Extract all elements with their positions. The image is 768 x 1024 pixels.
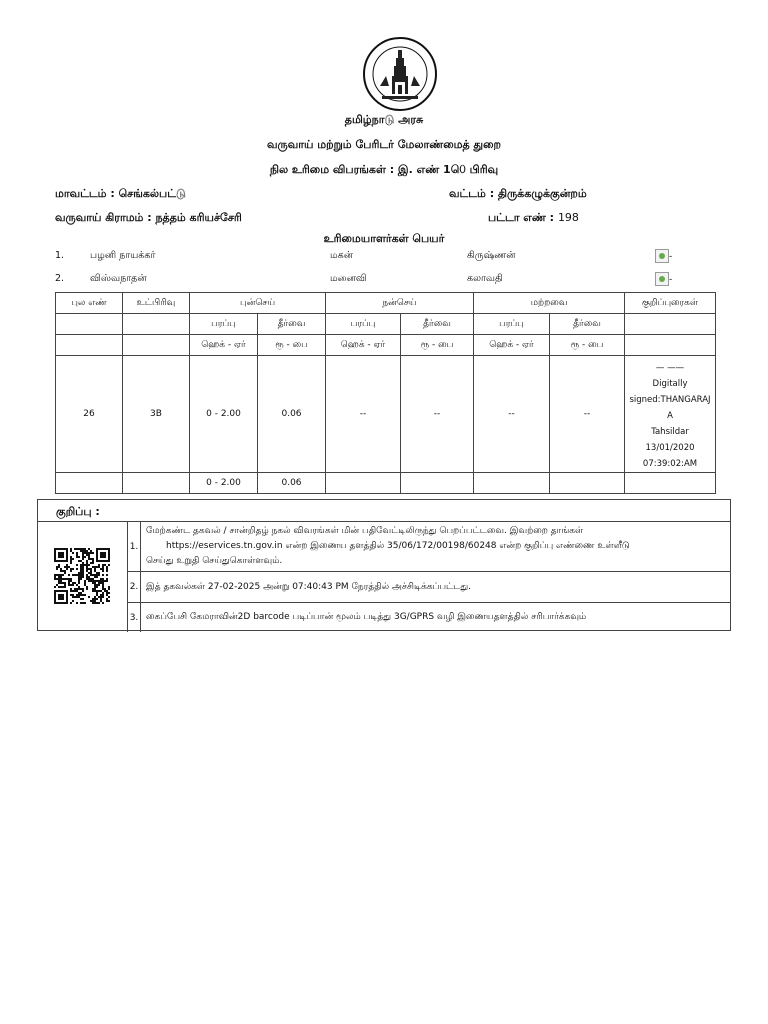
subheader-area: பரப்பு xyxy=(190,314,258,335)
unit-area: ஹெக் - ஏர் xyxy=(326,335,401,356)
taluk-field xyxy=(449,187,587,202)
signature-mark: — —— xyxy=(655,363,685,373)
other-area-cell: -- xyxy=(474,356,550,473)
document-title: நில உரிமை விபரங்கள் : இ. எண் 10ெ பிரிவு xyxy=(269,163,499,176)
village-label: வருவாய் கிராமம் : xyxy=(55,211,152,224)
total-dry-tax: 0.06 xyxy=(258,473,326,494)
owner-photo-alt: - xyxy=(669,251,673,262)
table-units-row xyxy=(56,335,716,356)
note-text: மேற்கண்ட தகவல் / சான்றிதழ் நகல் விவரங்கள் மின் பதிவேட்டிலிருந்து பெறப்பட்டவை. இவற்றை தாங்கள் xyxy=(146,526,584,536)
wet-tax-cell: -- xyxy=(401,356,474,473)
village-field xyxy=(55,211,242,226)
digital-signature-cell xyxy=(625,356,716,473)
patta-field xyxy=(488,211,579,226)
govt-title: தமிழ்நாடு அரசு xyxy=(344,113,424,126)
signature-date: 13/01/2020 xyxy=(645,443,695,453)
survey-number-cell: 26 xyxy=(56,356,123,473)
broken-image-icon xyxy=(655,272,669,286)
subheader-area: பரப்பு xyxy=(326,314,401,335)
owner-relative-name: கலாவதி xyxy=(467,273,503,284)
table-subheader-row xyxy=(56,314,716,335)
owner-relative-name: கிருஷ்ணன் xyxy=(467,250,516,261)
tamil-nadu-emblem xyxy=(362,36,438,112)
header-survey-number: புல எண் xyxy=(56,293,123,314)
note-item xyxy=(128,572,730,603)
unit-tax: ரூ - பை xyxy=(550,335,625,356)
note-number: 2. xyxy=(128,572,141,602)
other-tax-cell: -- xyxy=(550,356,625,473)
land-details-table xyxy=(55,292,716,494)
note-text: இத் தகவல்கள் 27-02-2025 அன்று 07:40:43 PM நேரத்தில் அச்சிடிக்கப்பட்டது. xyxy=(146,581,472,592)
owner-number: 1. xyxy=(55,250,65,261)
header-remarks: குறிப்புரைகள் xyxy=(625,293,716,314)
district-label: மாவட்டம் : xyxy=(55,187,115,200)
subdivision-cell: 3B xyxy=(123,356,190,473)
table-total-row xyxy=(56,473,716,494)
note-number: 1. xyxy=(128,522,141,571)
note-number: 3. xyxy=(128,603,141,632)
owner-photo xyxy=(655,249,672,263)
signature-line: Digitally xyxy=(652,379,688,389)
header-other-land: மற்றவை xyxy=(474,293,625,314)
note-text: கைப்பேசி கேமராவின்2D barcode படிப்பான் மூலம் படித்து 3G/GPRS வழி இணையதளத்தில் சரிபார்க்கவும் xyxy=(146,612,587,622)
unit-area: ஹெக் - ஏர் xyxy=(190,335,258,356)
header-subdivision: உட்பிரிவு xyxy=(123,293,190,314)
owner-photo xyxy=(655,272,672,286)
wet-area-cell: -- xyxy=(326,356,401,473)
note-item xyxy=(128,603,730,632)
unit-tax: ரூ - பை xyxy=(258,335,326,356)
dry-tax-cell: 0.06 xyxy=(258,356,326,473)
signature-line: signed:THANGARAJ xyxy=(629,395,711,405)
header-wet-land: நன்செய் xyxy=(326,293,474,314)
subheader-area: பரப்பு xyxy=(474,314,550,335)
note-text: https://eservices.tn.gov.in என்ற இணைய தளத்தில் 35/06/172/00198/60248 என்ற குறிப்பு எண்ணை உள்ளீடு xyxy=(166,541,630,551)
patta-label: பட்டா எண் : xyxy=(488,211,555,224)
unit-area: ஹெக் - ஏர் xyxy=(474,335,550,356)
owner-relation: மனைவி xyxy=(330,273,367,284)
qr-code-icon xyxy=(54,548,110,604)
broken-image-icon xyxy=(655,249,669,263)
owner-name: விஸ்வநாதன் xyxy=(90,273,147,284)
patta-value: 198 xyxy=(557,211,579,224)
table-header-row xyxy=(56,293,716,314)
qr-cell xyxy=(38,522,128,632)
notes-grid xyxy=(38,521,730,632)
signature-line: A xyxy=(667,411,673,421)
signature-designation: Tahsildar xyxy=(651,427,689,437)
district-field xyxy=(55,187,186,202)
note-text: செய்து உறுதி செய்துகொள்ளவும். xyxy=(146,556,283,566)
taluk-value: திருக்கழுக்குன்றம் xyxy=(497,187,587,200)
taluk-label: வட்டம் : xyxy=(449,187,495,200)
owner-name: பழனி நாயக்கர் xyxy=(90,250,156,261)
owner-photo-alt: - xyxy=(669,274,673,285)
notes-section xyxy=(37,499,731,631)
table-row xyxy=(56,356,716,473)
signature-time: 07:39:02:AM xyxy=(642,459,698,469)
village-value: நத்தம் கரியச்சேரி xyxy=(155,211,242,224)
subheader-tax: தீர்வை xyxy=(401,314,474,335)
header-dry-land: புன்செய் xyxy=(190,293,326,314)
dry-area-cell: 0 - 2.00 xyxy=(190,356,258,473)
notes-title: குறிப்பு : xyxy=(56,505,100,518)
subheader-tax: தீர்வை xyxy=(258,314,326,335)
owner-relation: மகன் xyxy=(330,250,353,261)
subheader-tax: தீர்வை xyxy=(550,314,625,335)
department-title: வருவாய் மற்றும் பேரிடர் மேலாண்மைத் துறை xyxy=(267,138,501,151)
district-value: செங்கல்பட்டு xyxy=(118,187,186,200)
owner-number: 2. xyxy=(55,273,65,284)
total-dry-area: 0 - 2.00 xyxy=(190,473,258,494)
unit-tax: ரூ - பை xyxy=(401,335,474,356)
owners-heading: உரிமையாளர்கள் பெயர் xyxy=(323,232,445,245)
note-item xyxy=(128,522,730,572)
